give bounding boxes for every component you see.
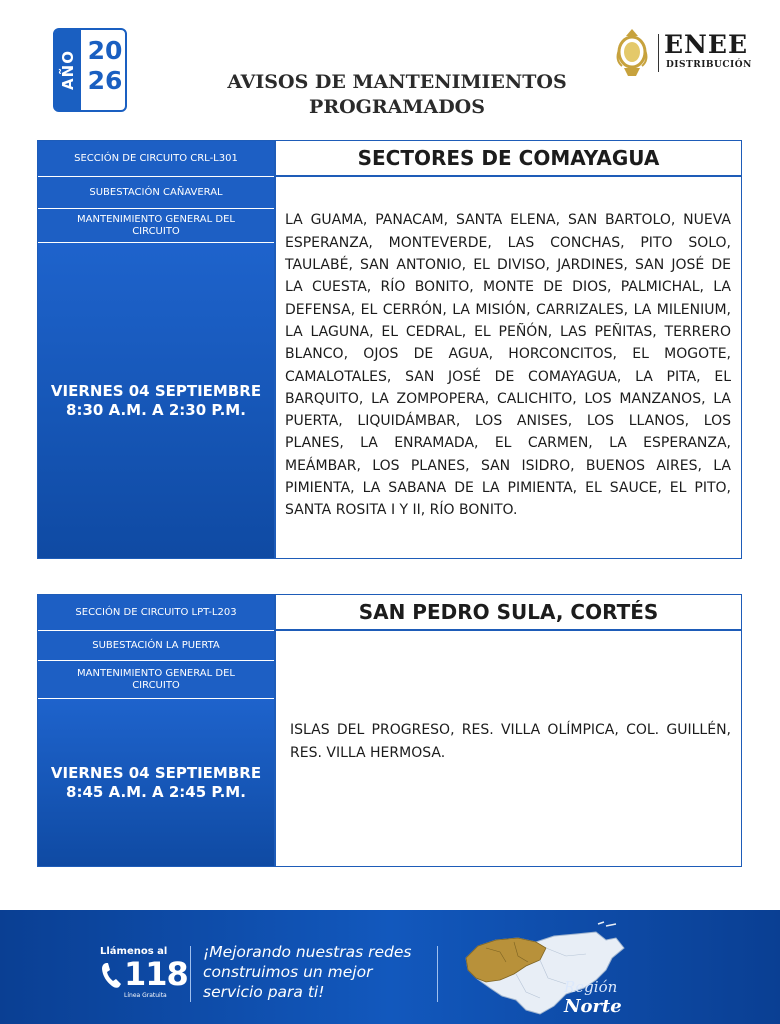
logo-name: ENEE: [664, 30, 749, 59]
maintenance-type: MANTENIMIENTO GENERAL DEL CIRCUITO: [38, 661, 274, 699]
year-label-bar: [55, 30, 81, 110]
notice-sidebar: [38, 141, 274, 558]
page-title-line2: PROGRAMADOS: [309, 96, 485, 118]
maintenance-notice: [37, 594, 742, 867]
call-prompt: Llámenos al: [100, 946, 168, 957]
sector-title: SECTORES DE COMAYAGUA: [274, 141, 741, 177]
schedule-date: VIERNES 04 SEPTIEMBRE: [50, 381, 262, 400]
circuit-section: SECCIÓN DE CIRCUITO LPT-L203: [38, 595, 274, 631]
schedule-time: 8:30 A.M. A 2:30 P.M.: [66, 400, 246, 419]
page-title: [180, 70, 614, 120]
maintenance-type: MANTENIMIENTO GENERAL DEL CIRCUITO: [38, 209, 274, 243]
region-name: Norte: [564, 996, 622, 1017]
sector-list: [274, 177, 741, 558]
region-label: Región: [564, 978, 618, 996]
slogan: ¡Mejorando nuestras redes construimos un mejor servicio para ti!: [203, 943, 412, 1001]
year-top: 20: [87, 36, 123, 65]
year-number: [85, 36, 125, 96]
substation: SUBESTACIÓN LA PUERTA: [38, 631, 274, 661]
footer-divider: [190, 946, 191, 1002]
year-label: AÑO: [59, 50, 77, 90]
maintenance-notice: [37, 140, 742, 559]
call-number[interactable]: 118: [124, 955, 188, 993]
coat-of-arms-icon: [612, 26, 652, 80]
sector-title: SAN PEDRO SULA, CORTÉS: [274, 595, 741, 631]
page-title-line1: AVISOS DE MANTENIMIENTOS: [227, 71, 567, 93]
circuit-section: SECCIÓN DE CIRCUITO CRL-L301: [38, 141, 274, 177]
year-badge: [53, 28, 127, 112]
year-bottom: 26: [87, 66, 123, 95]
sector-list-text: LA GUAMA, PANACAM, SANTA ELENA, SAN BARTOLO, NUEVA ESPERANZA, MONTEVERDE, LAS CONCHAS, PITO SOLO, TAULABÉ, SAN ANTONIO, EL DIVISO, JARDINES, SAN JOSÉ DE LA CUESTA, RÍO BONITO, MONTE DE DIOS, PALMICHAL, LA DEFENSA, EL CERRÓN, LA MISIÓN, CARRIZALES, LA MILENIUM, LA LAGUNA, EL CEDRAL, EL PEÑÓN, LAS PEÑITAS, TERRERO BLANCO, OJOS DE AGUA, HORCONCITOS, EL MOGOTE, CAMALOTALES, SAN JOSÉ DE COMAYAGUA, LA PITA, EL BARQUITO, LA ZOMPOPERA, CALICHITO, LOS MANZANOS, LA PUERTA, LIQUIDÁMBAR, LOS ANISES, LOS LLANOS, LOS PLANES, LA ENRAMADA, EL CARMEN, LA ESPERANZA, MEÁMBAR, LOS PLANES, SAN ISIDRO, BUENOS AIRES, LA PIMIENTA, LA SABANA DE LA PIMIENTA, EL SAUCE, EL PITO, SANTA ROSITA I Y II, RÍO BONITO.: [285, 212, 731, 519]
sector-list: [274, 631, 741, 866]
logo-subtitle: DISTRIBUCIÓN: [666, 60, 752, 70]
substation: SUBESTACIÓN CAÑAVERAL: [38, 177, 274, 209]
schedule-time: 8:45 A.M. A 2:45 P.M.: [66, 782, 246, 801]
sector-list-text: ISLAS DEL PROGRESO, RES. VILLA OLÍMPICA, COL. GUILLÉN, RES. VILLA HERMOSA.: [290, 722, 731, 761]
notice-sidebar: [38, 595, 274, 866]
schedule: [38, 699, 274, 866]
enee-logo: [612, 26, 762, 80]
logo-divider: [658, 34, 659, 72]
schedule-date: VIERNES 04 SEPTIEMBRE: [50, 763, 262, 782]
schedule: [38, 243, 274, 558]
footer-banner: [0, 910, 780, 1024]
footer-divider: [437, 946, 438, 1002]
call-subtitle: Línea Gratuita: [124, 992, 167, 999]
phone-icon: [100, 960, 124, 990]
